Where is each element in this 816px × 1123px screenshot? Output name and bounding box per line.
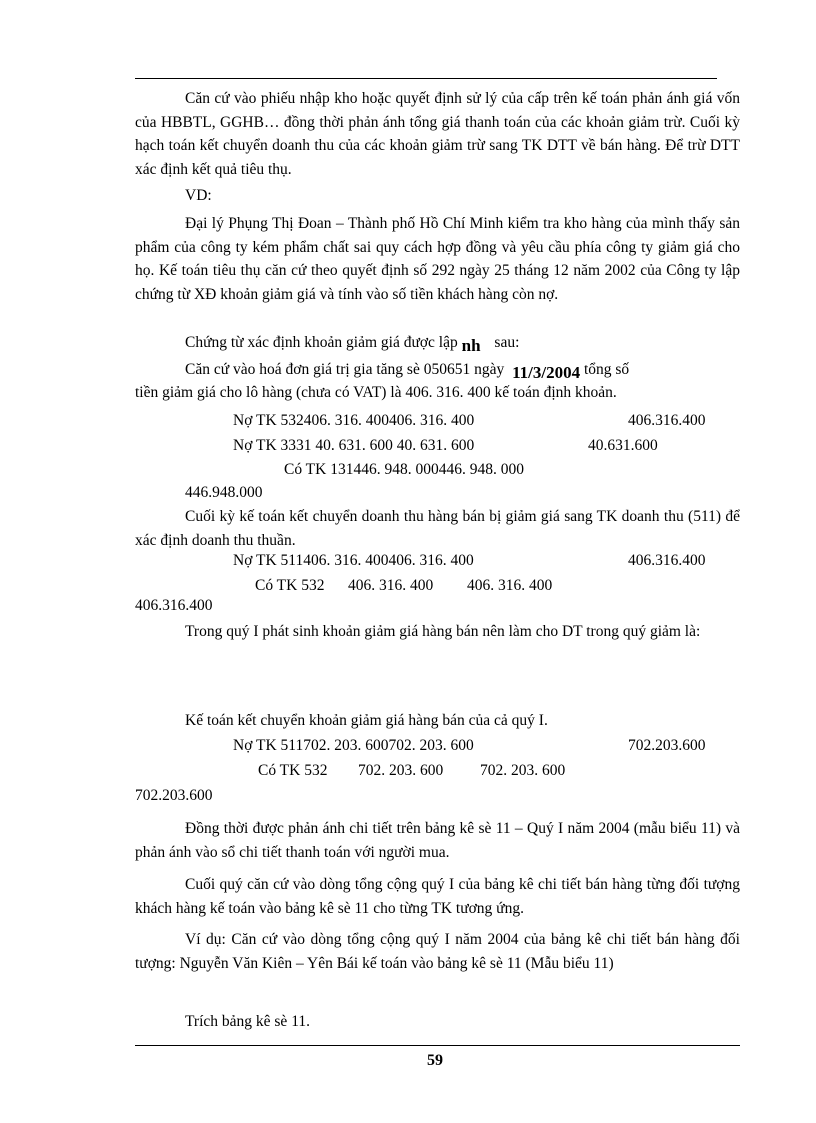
paragraph-3-end: sau: <box>494 334 520 351</box>
paragraph-11: Trích bảng kê sè 11. <box>185 1013 310 1030</box>
paragraph-2: Đại lý Phụng Thị Đoan – Thành phố Hồ Chí Minh kiểm tra kho hàng của mình thấy sản phẩm của công ty kém phẩm chất sai quy cách hợp đồng và yêu cầu phía công ty giảm giá cho họ. Kế toán tiêu thụ căn cứ theo quyết định số 292 ngày 25 tháng 12 năm 2002 của Công ty lập chứng từ XĐ khoản giảm giá và tính vào số tiền khách hàng còn nợ. <box>135 215 740 303</box>
entry-1-amount: 406.316.400 <box>628 412 706 429</box>
entry-5-account: Có TK 532 <box>255 577 325 594</box>
paragraph-5: Cuối kỳ kế toán kết chuyển doanh thu hàng bán bị giảm giá sang TK doanh thu (511) để xác định doanh thu thuần. <box>135 508 740 549</box>
entry-2-accounts: Nợ TK 3331 40. 631. 600 40. 631. 600 <box>233 437 475 454</box>
header-rule <box>135 78 717 79</box>
paragraph-4-line-2: tiền giảm giá cho lô hàng (chưa có VAT) là 406. 316. 400 kế toán định khoản. <box>135 384 617 401</box>
page-number: 59 <box>427 1052 443 1069</box>
paragraph-10: Ví dụ: Căn cứ vào dòng tổng cộng quý I năm 2004 của bảng kê chi tiết bán hàng đối tượng: Nguyễn Văn Kiên – Yên Bái kế toán vào bảng kê sè 11 (Mẫu biểu 11) <box>135 931 740 972</box>
entry-6-amount: 702.203.600 <box>628 737 706 754</box>
entry-4-accounts: Nợ TK 511406. 316. 400406. 316. 400 <box>233 552 474 569</box>
example-label: VD: <box>185 187 212 204</box>
entry-5-amount-2: 406. 316. 400 <box>467 577 553 594</box>
entry-3-amount: 446.948.000 <box>185 484 263 501</box>
entry-1-accounts: Nợ TK 532406. 316. 400406. 316. 400 <box>233 412 475 429</box>
entry-7-amount-1: 702. 203. 600 <box>358 762 444 779</box>
entry-5-amount-1: 406. 316. 400 <box>348 577 434 594</box>
paragraph-9: Cuối quý căn cứ vào dòng tổng cộng quý I của bảng kê chi tiết bán hàng từng đối tượng khách hàng kế toán vào bảng kê sè 11 cho từng TK tương ứng. <box>135 876 740 917</box>
entry-4-amount: 406.316.400 <box>628 552 706 569</box>
paragraph-8: Đồng thời được phản ánh chi tiết trên bảng kê sè 11 – Quý I năm 2004 (mẫu biểu 11) và phản ánh vào sổ chi tiết thanh toán với người mua. <box>135 820 740 861</box>
entry-5-amount-3: 406.316.400 <box>135 597 213 614</box>
paragraph-3-text: Chứng từ xác định khoản giảm giá được lập <box>185 334 458 351</box>
paragraph-1: Căn cứ vào phiếu nhập kho hoặc quyết định sử lý của cấp trên kế toán phản ánh giá vốn của HBBTL, GGHB… đồng thời phản ánh tổng giá thanh toán của các khoản giảm trừ. Cuối kỳ hạch toán kết chuyển doanh thu của các khoản giảm trừ sang TK DTT về bán hàng. Để trừ DTT xác định kết quả tiêu thụ. <box>135 90 740 178</box>
paragraph-3 <box>185 334 520 355</box>
invoice-date: 11/3/2004 <box>512 363 581 382</box>
paragraph-4-line-1 <box>185 361 630 382</box>
footer-rule <box>135 1045 740 1046</box>
entry-7-amount-2: 702. 203. 600 <box>480 762 566 779</box>
paragraph-6: Trong quý I phát sinh khoản giảm giá hàng bán nên làm cho DT trong quý giảm là: <box>185 623 701 640</box>
entry-7-amount-3: 702.203.600 <box>135 787 213 804</box>
paragraph-7: Kế toán kết chuyển khoản giảm giá hàng bán của cả quý I. <box>185 712 548 729</box>
entry-6-accounts: Nợ TK 511702. 203. 600702. 203. 600 <box>233 737 474 754</box>
entry-7-account: Có TK 532 <box>258 762 328 779</box>
paragraph-4-tail: tổng số <box>583 361 630 378</box>
paragraph-3-fragment: nh <box>461 336 481 355</box>
paragraph-4-text: Căn cứ vào hoá đơn giá trị gia tăng sè 050651 ngày <box>185 361 505 378</box>
entry-3-accounts: Có TK 131446. 948. 000446. 948. 000 <box>284 461 524 478</box>
entry-2-amount: 40.631.600 <box>588 437 658 454</box>
